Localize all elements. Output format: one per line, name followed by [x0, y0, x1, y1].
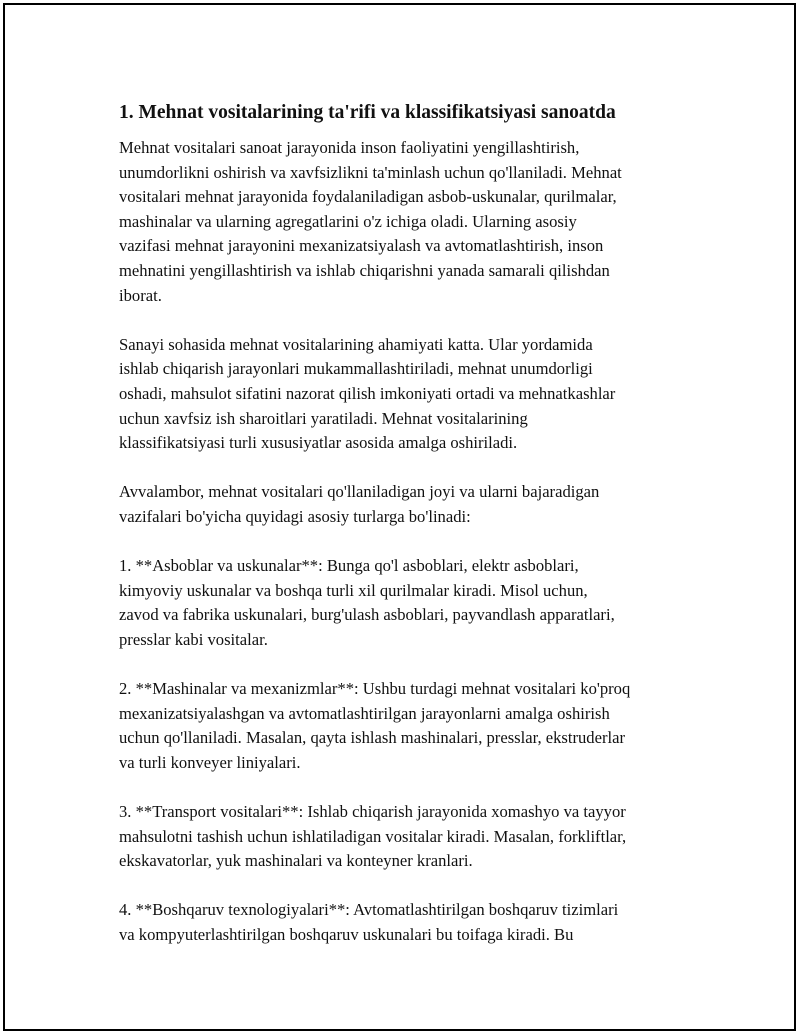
- paragraph-line: oshadi, mahsulot sifatini nazorat qilish imkoniyati ortadi va mehnatkashlar: [119, 383, 616, 403]
- paragraph-line: Mehnat vositalari sanoat jarayonida inson faoliyatini yengillashtirish,: [119, 138, 580, 157]
- paragraph-line: va turli konveyer liniyalari.: [119, 752, 301, 772]
- paragraph-line: unumdorlikni oshirish va xavfsizlikni ta'minlash uchun qo'llaniladi. Mehnat: [119, 162, 622, 182]
- paragraph: [119, 677, 699, 775]
- section-heading: 1. Mehnat vositalarining ta'rifi va klassifikatsiyasi sanoatda: [119, 102, 616, 123]
- paragraph-line: zavod va fabrika uskunalari, burg'ulash asboblari, payvandlash apparatlari,: [119, 605, 615, 625]
- paragraph-line: presslar kabi vositalar.: [119, 629, 268, 649]
- document-body: [119, 100, 699, 972]
- paragraph-line: uchun qo'llaniladi. Masalan, qayta ishlash mashinalari, presslar, ekstruderlar: [119, 728, 625, 748]
- paragraph-line: 4. **Boshqaruv texnologiyalari**: Avtomatlashtirilgan boshqaruv tizimlari: [119, 900, 619, 920]
- paragraph-line: 3. **Transport vositalari**: Ishlab chiqarish jarayonida xomashyo va tayyor: [119, 802, 626, 822]
- paragraph-line: iborat.: [119, 285, 162, 305]
- paragraph-line: klassifikatsiyasi turli xususiyatlar asosida amalga oshiriladi.: [119, 433, 518, 453]
- page-frame: [3, 3, 796, 1031]
- paragraph: [119, 800, 699, 874]
- paragraph: [119, 554, 699, 652]
- paragraph: [119, 333, 699, 456]
- paragraph-line: mexanizatsiyalashgan va avtomatlashtirilgan jarayonlarni amalga oshirish: [119, 703, 610, 723]
- paragraph-line: 1. **Asboblar va uskunalar**: Bunga qo'l asboblari, elektr asboblari,: [119, 556, 579, 576]
- paragraph-line: Avvalambor, mehnat vositalari qo'llaniladigan joyi va ularni bajaradigan: [119, 482, 600, 502]
- paragraph-line: mehnatini yengillashtirish va ishlab chiqarishni yanada samarali qilishdan: [119, 260, 610, 280]
- paragraph: [119, 480, 699, 529]
- paragraph-line: mashinalar va ularning agregatlarini o'z ichiga oladi. Ularning asosiy: [119, 211, 577, 231]
- paragraph: [119, 136, 699, 308]
- paragraph-line: kimyoviy uskunalar va boshqa turli xil qurilmalar kiradi. Misol uchun,: [119, 580, 588, 600]
- paragraph-line: vazifasi mehnat jarayonini mexanizatsiyalash va avtomatlashtirish, inson: [119, 236, 604, 256]
- paragraph-line: vazifalari bo'yicha quyidagi asosiy turlarga bo'linadi:: [119, 506, 471, 526]
- paragraph-line: uchun xavfsiz ish sharoitlari yaratiladi. Mehnat vositalarining: [119, 408, 528, 428]
- paragraph-line: vositalari mehnat jarayonida foydalaniladigan asbob-uskunalar, qurilmalar,: [119, 187, 617, 207]
- paragraph-line: ishlab chiqarish jarayonlari mukammallashtiriladi, mehnat unumdorligi: [119, 359, 593, 379]
- paragraph: [119, 898, 699, 947]
- paragraph-line: Sanayi sohasida mehnat vositalarining ahamiyati katta. Ular yordamida: [119, 334, 593, 354]
- paragraph-line: 2. **Mashinalar va mexanizmlar**: Ushbu turdagi mehnat vositalari ko'proq: [119, 679, 631, 699]
- paragraph-list: [119, 136, 699, 948]
- paragraph-line: ekskavatorlar, yuk mashinalari va konteyner kranlari.: [119, 851, 473, 871]
- paragraph-line: mahsulotni tashish uchun ishlatiladigan vositalar kiradi. Masalan, forkliftlar,: [119, 826, 627, 846]
- paragraph-line: va kompyuterlashtirilgan boshqaruv uskunalari bu toifaga kiradi. Bu: [119, 925, 574, 944]
